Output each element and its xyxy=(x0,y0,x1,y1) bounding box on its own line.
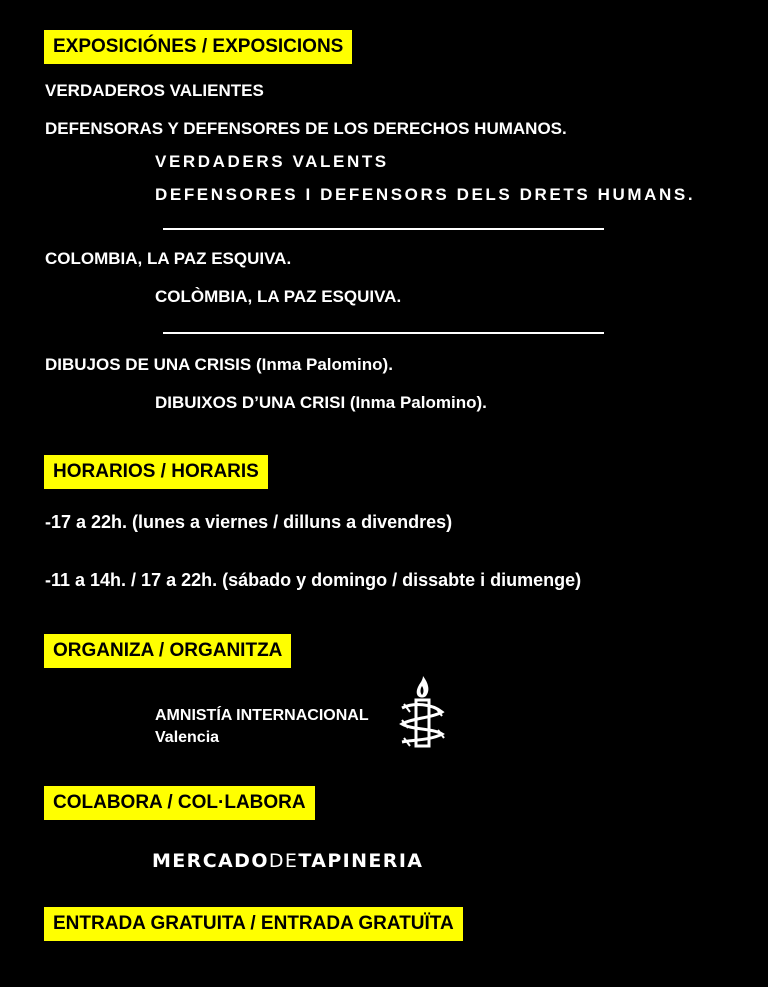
exhibition-3-title-ca: DIBUIXOS D’UNA CRISI (Inma Palomino). xyxy=(155,393,487,412)
exhibition-1-title-ca: VERDADERS VALENTS xyxy=(155,152,389,171)
collaborator-heading: COLABORA / COL·LABORA xyxy=(44,786,315,820)
collaborator-name-part2: DE xyxy=(268,850,299,872)
organizer-heading: ORGANIZA / ORGANITZA xyxy=(44,634,291,668)
exhibition-3-title-es: DIBUJOS DE UNA CRISIS (Inma Palomino). xyxy=(45,355,393,374)
schedule-weekdays: -17 a 22h. (lunes a viernes / dilluns a divendres) xyxy=(45,512,453,532)
collaborator-name-part3: TAPINERIA xyxy=(298,850,424,872)
collaborator-name-part1: MERCADO xyxy=(152,850,269,872)
organizer-name: AMNISTÍA INTERNACIONAL xyxy=(155,707,369,724)
divider xyxy=(163,228,604,230)
exhibition-1-subtitle-ca: DEFENSORES I DEFENSORS DELS DRETS HUMANS. xyxy=(155,185,696,204)
schedule-weekend: -11 a 14h. / 17 a 22h. (sábado y domingo / dissabte i diumenge) xyxy=(45,570,582,590)
exhibition-1-title-es: VERDADEROS VALIENTES xyxy=(45,81,264,100)
exhibition-2-title-es: COLOMBIA, LA PAZ ESQUIVA. xyxy=(45,249,292,268)
divider xyxy=(163,332,604,334)
exhibition-1-subtitle-es: DEFENSORAS Y DEFENSORES DE LOS DERECHOS HUMANOS. xyxy=(45,119,567,138)
exhibitions-heading: EXPOSICIÓNES / EXPOSICIONS xyxy=(44,30,352,64)
schedule-heading: HORARIOS / HORARIS xyxy=(44,455,268,489)
organizer-city: Valencia xyxy=(155,729,220,746)
exhibition-2-title-ca: COLÒMBIA, LA PAZ ESQUIVA. xyxy=(155,287,402,306)
admission-heading: ENTRADA GRATUITA / ENTRADA GRATUÏTA xyxy=(44,907,463,941)
candle-barbed-wire-icon xyxy=(396,674,448,750)
collaborator-logo xyxy=(152,849,423,873)
